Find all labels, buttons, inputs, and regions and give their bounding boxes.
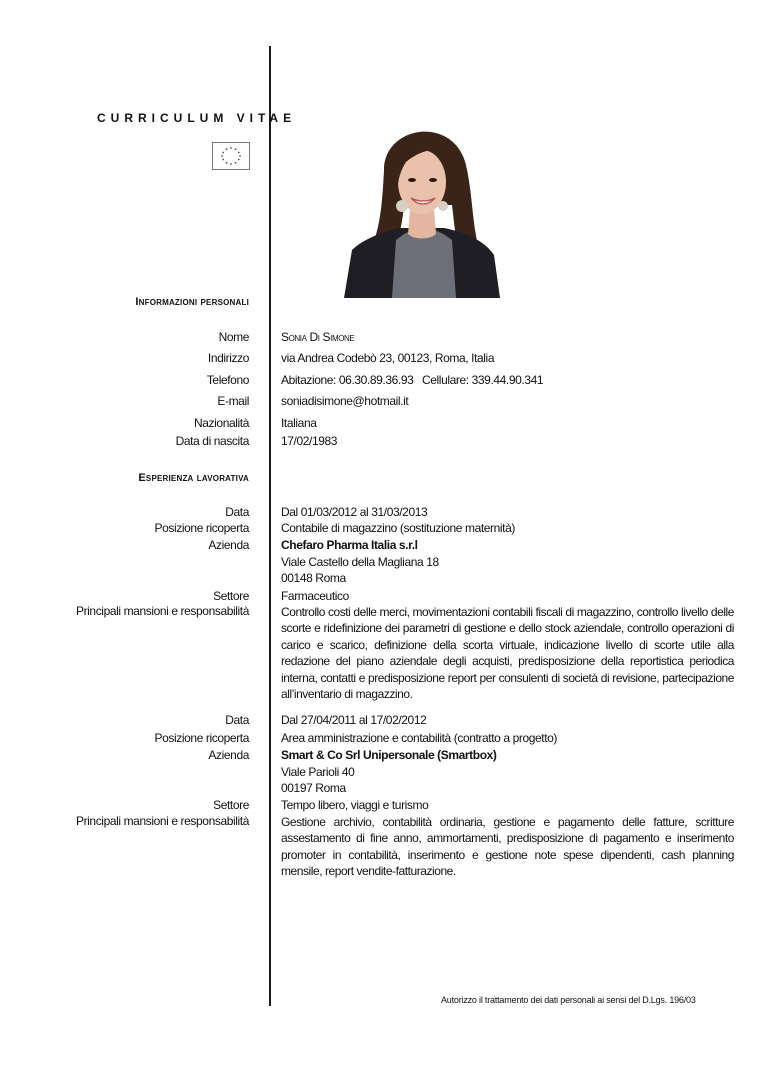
privacy-consent-footer: Autorizzo il trattamento dei dati personali ai sensi del D.Lgs. 196/03: [441, 995, 696, 1005]
job-company: Chefaro Pharma Italia s.r.l: [281, 538, 418, 552]
label-position: Posizione ricoperta: [154, 521, 249, 535]
label-nationality: Nazionalità: [194, 416, 249, 430]
label-position: Posizione ricoperta: [154, 731, 249, 745]
job-address-city: 00197 Roma: [281, 781, 346, 795]
vertical-divider: [269, 46, 271, 1006]
personal-info-heading: Informazioni personali: [135, 296, 249, 308]
job-sector: Tempo libero, viaggi e turismo: [281, 798, 429, 812]
label-phone: Telefono: [206, 373, 249, 387]
job-address-city: 00148 Roma: [281, 571, 346, 585]
label-sector: Settore: [213, 589, 249, 603]
label-duties: Principali mansioni e responsabilità: [75, 814, 249, 828]
work-experience-heading: Esperienza lavorativa: [138, 472, 249, 484]
label-company: Azienda: [208, 748, 249, 762]
job-company: Smart & Co Srl Unipersonale (Smartbox): [281, 748, 497, 762]
value-nationality: Italiana: [281, 416, 317, 430]
job-duties: Controllo costi delle merci, movimentazioni contabili fiscali di magazzino, controllo livello delle scorte e ridefinizione dei parametri di gestione e dello stock aziendale, controllo operazioni di carico e scarico, definizione della scorta virtuale, indicazione livello di scorte utile alla redazione del piano aziendale degli acquisti, predisposizione della reportistica periodica interna, contatti e predisposizione report per consulenti di società di revisione, partecipazione all’inventario di magazzino.: [281, 605, 734, 702]
value-phone-home: Abitazione: 06.30.89.36.93: [281, 373, 414, 387]
job-position: Area amministrazione e contabilità (contratto a progetto): [281, 731, 558, 745]
value-name: Sonia Di Simone: [281, 330, 355, 344]
label-email: E-mail: [217, 394, 249, 408]
job-address-street: Viale Castello della Magliana 18: [281, 555, 439, 569]
job-date: Dal 27/04/2011 al 17/02/2012: [281, 713, 427, 727]
label-birth-date: Data di nascita: [175, 434, 249, 448]
value-phone-mobile: Cellulare: 339.44.90.341: [422, 373, 544, 387]
label-sector: Settore: [213, 798, 249, 812]
label-duties: Principali mansioni e responsabilità: [75, 604, 249, 618]
label-date: Data: [225, 505, 249, 519]
job-duties: Gestione archivio, contabilità ordinaria, gestione e pagamento delle fatture, scritture assestamento di fine anno, ammortamenti, predisposizione di pagamento e inserimento promoter in contabilità, inserimento e gestione note spese dipendenti, cash planning mensile, report vendite-fatturazione.: [281, 815, 734, 879]
label-company: Azienda: [208, 538, 249, 552]
value-address: via Andrea Codebò 23, 00123, Roma, Italia: [281, 351, 495, 365]
job-position: Contabile di magazzino (sostituzione maternità): [281, 521, 515, 535]
label-date: Data: [225, 713, 249, 727]
eu-flag-icon: [212, 142, 250, 170]
job-address-street: Viale Parioli 40: [281, 765, 355, 779]
cv-title: CURRICULUM VITAE: [97, 111, 297, 125]
value-email[interactable]: soniadisimone@hotmail.it: [281, 394, 409, 408]
profile-photo: [344, 110, 500, 298]
job-date: Dal 01/03/2012 al 31/03/2013: [281, 505, 428, 519]
value-birth-date: 17/02/1983: [281, 434, 338, 448]
label-name: Nome: [218, 330, 249, 344]
label-address: Indirizzo: [207, 351, 249, 365]
job-sector: Farmaceutico: [281, 589, 349, 603]
